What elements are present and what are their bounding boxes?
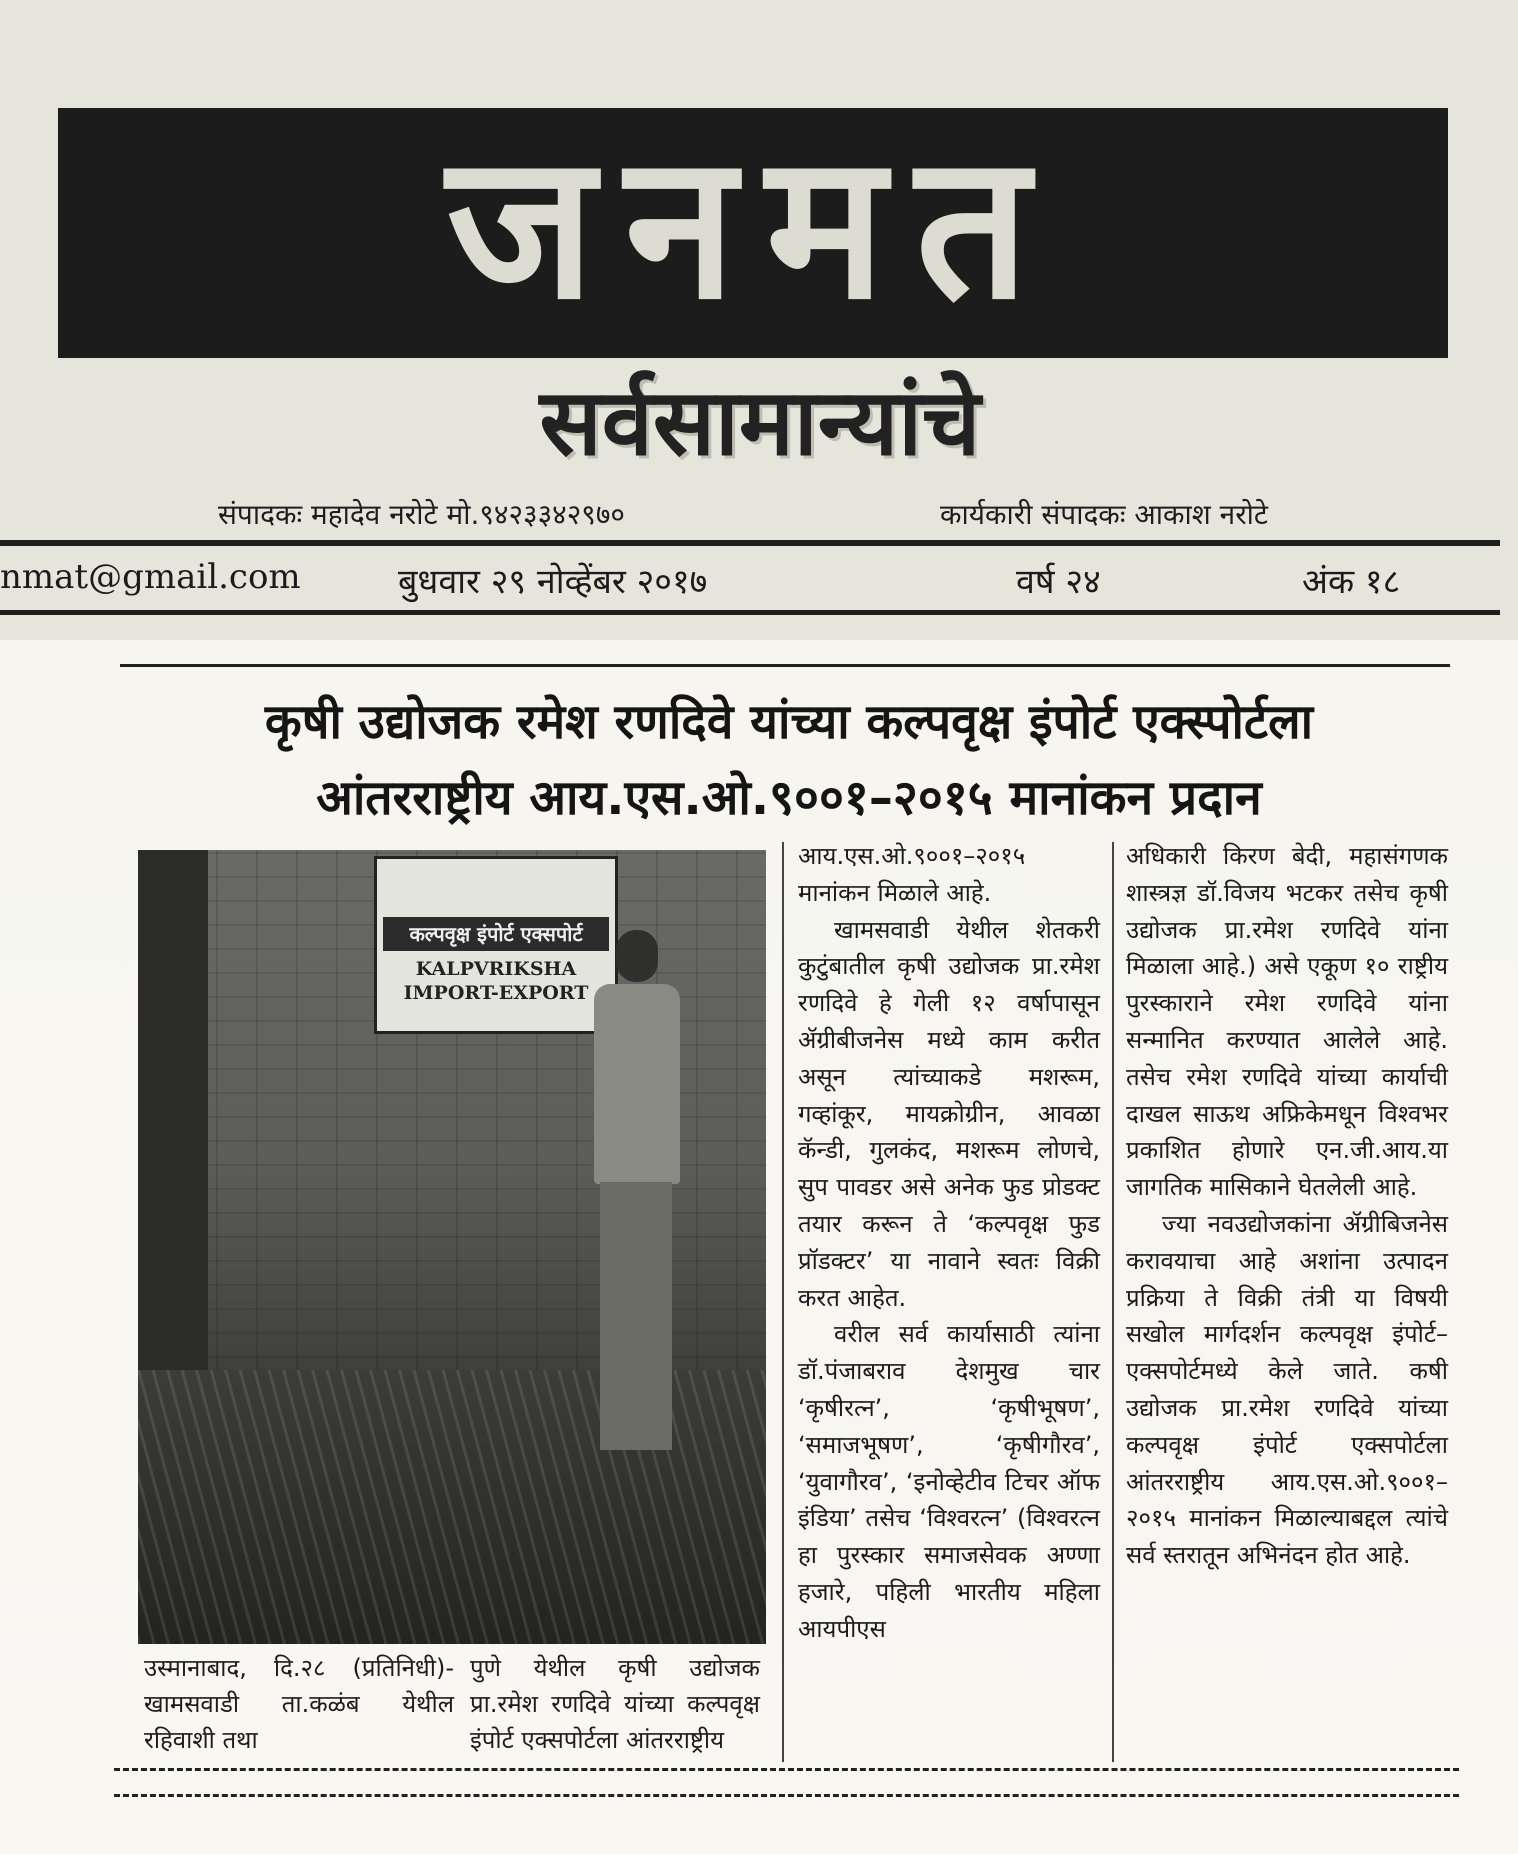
person-legs xyxy=(600,1182,672,1450)
photo-caption: पुणे येथील कृषी उद्योजक प्रा.रमेश रणदिवे यांच्या कल्पवृक्ष इंपोर्ट एक्सपोर्टला आंतरराष्ट्रीय xyxy=(470,1654,760,1754)
article-column-2 xyxy=(1126,838,1448,1574)
paragraph: ज्या नवउद्योजकांना ॲग्रीबिजनेस करावयाचा आहे अशांना उत्पादन प्रक्रिया ते विक्री तंत्री या विषयी सखोल मार्गदर्शन कल्पवृक्ष इंपोर्ट–एक्सपोर्टमध्ये केले जाते. कषी उद्योजक प्रा.रमेश रणदिवे यांच्या कल्पवृक्ष इंपोर्ट एक्सपोर्टला आंतरराष्ट्रीय आय.एस.ओ.९००१–२०१५ मानांकन मिळाल्याबद्दल त्यांचे सर्व स्तरातून अभिनंदन होत आहे. xyxy=(1126,1209,1448,1570)
email-address: nmat@gmail.com xyxy=(0,557,301,597)
editor-line: संपादकः महादेव नरोटे मो.९४२३३४२९७० xyxy=(218,498,625,531)
person-figure xyxy=(586,930,682,1450)
signboard xyxy=(374,856,618,1034)
person-body xyxy=(594,984,680,1184)
column-divider xyxy=(1112,842,1114,1762)
executive-editor-line: कार्यकारी संपादकः आकाश नरोटे xyxy=(940,498,1269,531)
volume-year: वर्ष २४ xyxy=(1016,562,1101,602)
issue-date: बुधवार २९ नोव्हेंबर २०१७ xyxy=(398,562,708,602)
person-head xyxy=(616,930,658,982)
signboard-marathi: कल्पवृक्ष इंपोर्ट एक्सपोर्ट xyxy=(383,917,609,951)
issue-number: अंक १८ xyxy=(1302,562,1401,602)
paragraph: वरील सर्व कार्यासाठी त्यांना डॉ.पंजाबराव देशमुख चार ‘कृषीरत्न’, ‘कृषीभूषण’, ‘समाजभूषण’, ‘कृषीगौरव’, ‘युवागौरव’, ‘इनोव्हेटीव टिचर ऑफ इंडिया’ तसेच ‘विश्वरत्न’ (विश्वरत्न हा पुरस्कार समाजसेवक अण्णा हजारे, पहिली भारतीय महिला आयपीएस xyxy=(798,1320,1100,1643)
article-photo xyxy=(138,850,766,1644)
newspaper-subtitle: सर्वसामान्यांचे xyxy=(539,369,981,476)
paragraph: आय.एस.ओ.९००१–२०१५ मानांकन मिळाले आहे. xyxy=(798,842,1026,907)
column-divider xyxy=(782,842,784,1762)
bottom-dashed-rule-2 xyxy=(114,1794,1459,1797)
paragraph: अधिकारी किरण बेदी, महासंगणक शास्त्रज्ञ डॉ.विजय भटकर तसेच कृषी उद्योजक प्रा.रमेश रणदिवे यांना मिळाला आहे.) असे एकूण १० राष्ट्रीय पुरस्काराने रमेश रणदिवे यांना सन्मानित करण्यात आलेले आहे. तसेच रमेश रणदिवे यांच्या कार्याची दाखल साऊथ अफ्रिकेमधून विश्वभर प्रकाशित होणारे एन.जी.आय.या जागतिक मासिकाने घेतलेली आहे. xyxy=(1126,842,1448,1202)
date-rule xyxy=(0,610,1500,615)
headline-line-2: आंतरराष्ट्रीय आय.एस.ओ.९००१–२०१५ मानांकन प्रदान xyxy=(316,770,1262,826)
masthead xyxy=(0,0,1518,640)
signboard-english: KALPVRIKSHA IMPORT-EXPORT xyxy=(403,958,589,1004)
newspaper-title: जनमत xyxy=(58,108,1448,358)
news-article xyxy=(114,646,1464,1786)
paragraph: खामसवाडी येथील शेतकरी कुटुंबातील कृषी उद्योजक प्रा.रमेश रणदिवे हे गेली १२ वर्षापासून ॲग्रीबीजनेस मध्ये काम करीत असून त्यांच्याकडे मशरूम, गव्हांकूर, मायक्रोग्रीन, आवळा कॅन्डी, गुलकंद, मशरूम लोणचे, सुप पावडर असे अनेक फुड प्रोडक्ट तयार करून ते ‘कल्पवृक्ष फुड प्रॉडक्टर’ या नावाने स्वतः विक्री करत आहेत. xyxy=(798,915,1100,1312)
bottom-dashed-rule xyxy=(114,1768,1459,1771)
masthead-rule xyxy=(0,540,1500,546)
headline-line-1: कृषी उद्योजक रमेश रणदिवे यांच्या कल्पवृक्ष इंपोर्ट एक्स्पोर्टला xyxy=(264,694,1314,750)
dateline: उस्मानाबाद, दि.२८ (प्रतिनिधी)- खामसवाडी ता.कळंब येथील रहिवाशी तथा xyxy=(144,1654,454,1754)
article-column-1 xyxy=(798,838,1100,1648)
article-top-rule xyxy=(120,664,1450,667)
